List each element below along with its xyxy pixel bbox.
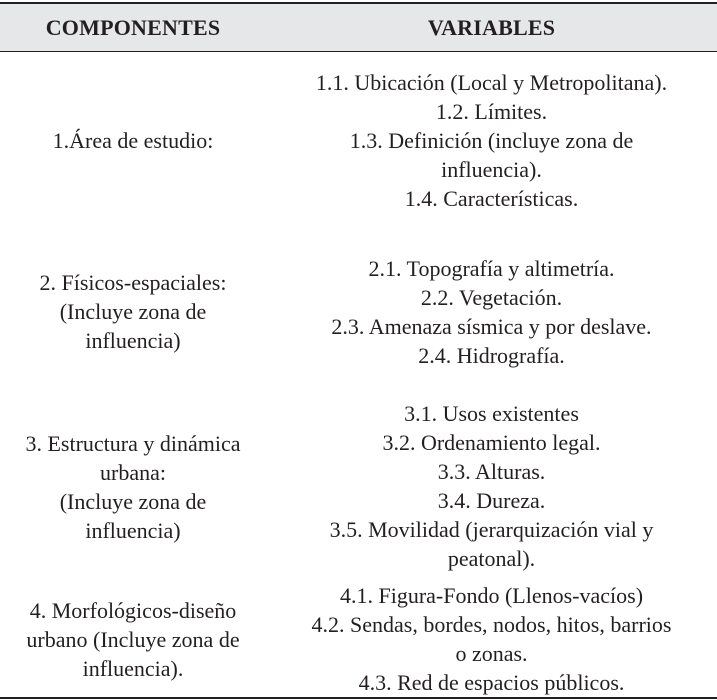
variable-line: 2.2. Vegetación.	[420, 285, 563, 310]
variable-line: 2.4. Hidrografía.	[418, 343, 565, 368]
variable-line: peatonal).	[447, 546, 536, 571]
variable-line: 3.5. Movilidad (jerarquización vial y	[329, 517, 654, 542]
component-line: influencia)	[85, 327, 181, 353]
row-4-component	[0, 594, 266, 684]
component-line: (Incluye zona de	[59, 298, 207, 324]
component-line: urbano (Incluye zona de	[26, 626, 240, 652]
variable-line: 3.3. Alturas.	[437, 459, 546, 484]
component-line: 3. Estructura y dinámica	[25, 431, 241, 456]
header-variables: VARIABLES	[427, 15, 556, 40]
table-bottom-rule	[0, 697, 717, 699]
variable-line: 4.1. Figura-Fondo (Llenos-vacíos)	[339, 583, 644, 608]
variable-line: 4.2. Sendas, bordes, nodos, hitos, barrios	[311, 612, 672, 637]
variable-line: 3.2. Ordenamiento legal.	[382, 430, 601, 455]
variable-line: 4.3. Red de espacios públicos.	[358, 670, 625, 695]
component-line: urbana:	[100, 460, 166, 485]
header-components: COMPONENTES	[45, 15, 221, 40]
row-4-variables	[266, 580, 717, 698]
component-line: (Incluye zona de	[59, 489, 207, 514]
variable-line: 3.4. Dureza.	[437, 488, 546, 513]
row-2-component	[0, 266, 266, 356]
variable-line: 2.1. Topografía y altimetría.	[368, 256, 615, 281]
variable-line: 1.1. Ubicación (Local y Metropolitana).	[315, 69, 668, 95]
table-header	[0, 4, 717, 51]
component-line: 2. Físicos-espaciales:	[39, 269, 227, 295]
variable-line: influencia).	[441, 156, 542, 182]
variable-line: o zonas.	[455, 641, 528, 666]
variable-line: 1.3. Definición (incluye zona de	[349, 127, 634, 153]
component-line: 1.Área de estudio:	[52, 127, 214, 153]
component-line: 4. Morfológicos-diseño	[29, 597, 237, 623]
variable-line: 1.4. Características.	[404, 185, 579, 211]
row-1-component	[0, 52, 266, 228]
row-3-variables	[266, 398, 717, 574]
component-line: influencia).	[82, 655, 184, 681]
variable-line: 2.3. Amenaza sísmica y por deslave.	[331, 314, 652, 339]
variable-line: 3.1. Usos existentes	[404, 401, 579, 426]
component-line: influencia)	[85, 518, 181, 543]
row-3-component	[0, 428, 266, 546]
row-1-variables	[266, 66, 717, 214]
variable-line: 1.2. Límites.	[435, 98, 548, 124]
row-2-variables	[266, 252, 717, 372]
